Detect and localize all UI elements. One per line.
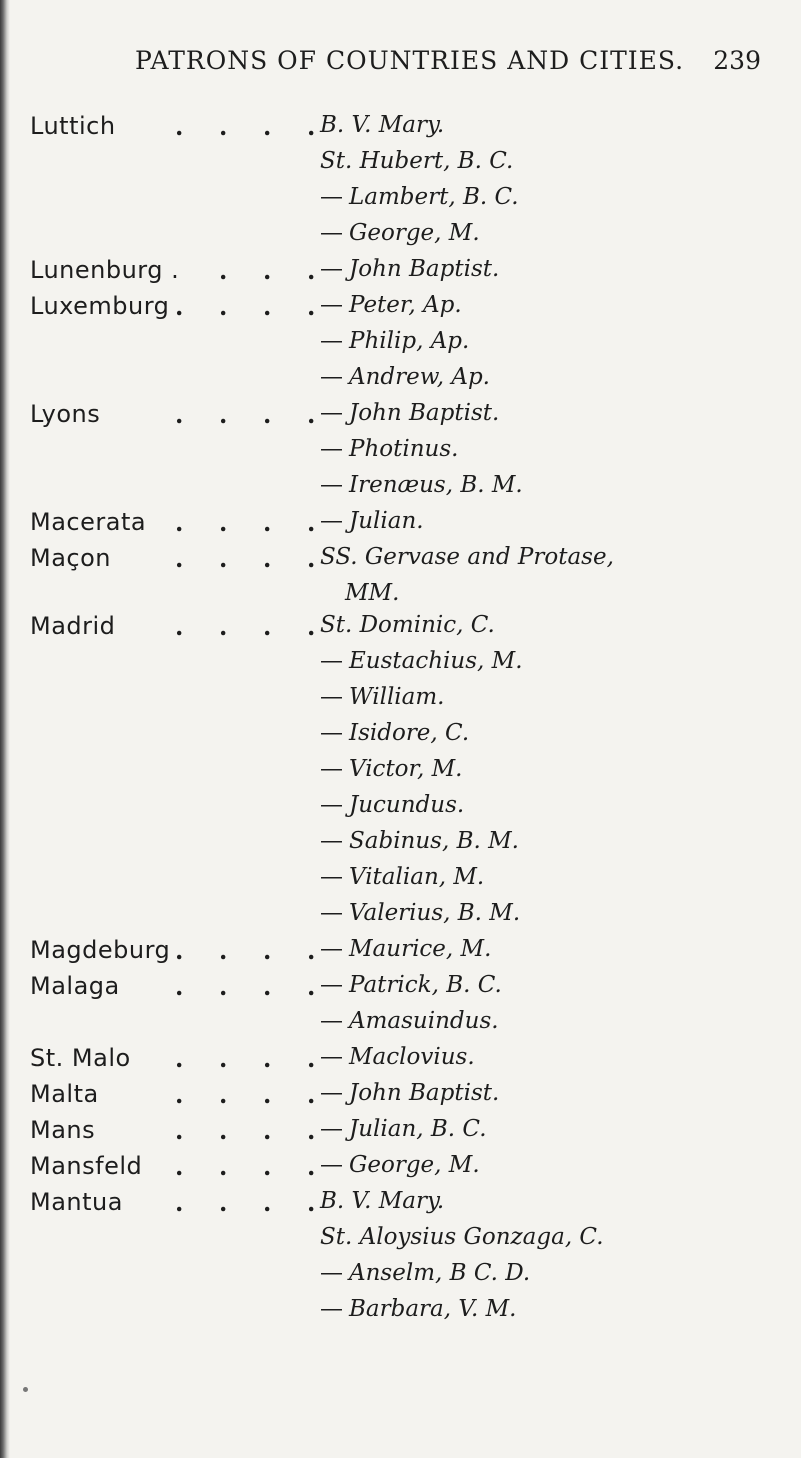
leader-dots: . . . .	[175, 936, 316, 965]
place-name: Magdeburg	[30, 936, 171, 964]
saint-text: SS. Gervase and Protase,	[320, 544, 614, 570]
ditto-dash: —	[320, 684, 343, 710]
ditto-dash: —	[320, 364, 343, 390]
patron-saint	[320, 720, 469, 746]
page-number: 239	[713, 46, 761, 75]
place-name: Malta	[30, 1080, 99, 1108]
list-row	[0, 436, 801, 472]
saint-text: Eustachius, M.	[349, 648, 523, 674]
patron-saint	[320, 1260, 530, 1286]
saint-text: John Baptist.	[349, 256, 500, 282]
ditto-dash: —	[320, 1116, 343, 1142]
leader-dots: . . . .	[175, 400, 316, 429]
list-row	[0, 1224, 801, 1260]
list-row	[0, 936, 801, 972]
saint-text: B. V. Mary.	[320, 112, 445, 138]
patron-saint	[320, 1080, 499, 1106]
list-row	[0, 792, 801, 828]
patron-saint	[320, 1188, 444, 1214]
list-row	[0, 544, 801, 580]
list-row	[0, 472, 801, 508]
saint-text: St. Dominic, C.	[320, 612, 495, 638]
ditto-dash: —	[320, 436, 343, 462]
place-name: Lunenburg .	[30, 256, 180, 284]
patron-saint	[320, 364, 490, 390]
leader-dots: . . . .	[175, 1116, 316, 1145]
ditto-dash: —	[320, 648, 343, 674]
ditto-dash: —	[320, 184, 343, 210]
list-row	[0, 580, 801, 612]
list-row	[0, 972, 801, 1008]
saint-text: MM.	[345, 580, 400, 606]
patron-saint	[320, 612, 495, 638]
place-name: Maçon	[30, 544, 112, 572]
list-row	[0, 648, 801, 684]
patron-saint	[320, 972, 502, 998]
leader-dots: . . . .	[175, 1044, 316, 1073]
ditto-dash: —	[320, 1260, 343, 1286]
saint-text: Valerius, B. M.	[349, 900, 521, 926]
list-row	[0, 1188, 801, 1224]
saint-text: Patrick, B. C.	[349, 972, 502, 998]
ditto-dash: —	[320, 1296, 343, 1322]
leader-dots: . . . .	[175, 544, 316, 573]
saint-text: Irenæus, B. M.	[349, 472, 523, 498]
patron-saint	[320, 1152, 480, 1178]
saint-text: Lambert, B. C.	[349, 184, 519, 210]
saint-text: Andrew, Ap.	[349, 364, 490, 390]
ditto-dash: —	[320, 756, 343, 782]
patron-saint	[320, 112, 444, 138]
patron-saint	[320, 648, 523, 674]
ditto-dash: —	[320, 828, 343, 854]
list-row	[0, 292, 801, 328]
saint-text: George, M.	[349, 1152, 480, 1178]
leader-dots: . . . .	[175, 112, 316, 141]
patron-saint	[320, 220, 480, 246]
saint-text: Victor, M.	[349, 756, 463, 782]
place-name: Mans	[30, 1116, 96, 1144]
list-row	[0, 256, 801, 292]
ditto-dash: —	[320, 1008, 343, 1034]
leader-dots: . . . .	[175, 1188, 316, 1217]
patron-saint	[320, 544, 614, 570]
patron-saint	[320, 828, 519, 854]
patron-saint	[320, 900, 520, 926]
list-row	[0, 1044, 801, 1080]
place-name: Macerata	[30, 508, 147, 536]
patron-saint	[320, 328, 469, 354]
patron-saint	[320, 864, 484, 890]
leader-dots: . . . .	[175, 508, 316, 537]
saint-text: Maclovius.	[349, 1044, 475, 1070]
ditto-dash: —	[320, 220, 343, 246]
ditto-dash: —	[320, 508, 343, 534]
list-row	[0, 828, 801, 864]
patron-saint	[320, 148, 513, 174]
list-row	[0, 756, 801, 792]
ditto-dash: —	[320, 1152, 343, 1178]
patron-saint	[320, 436, 458, 462]
list-row	[0, 328, 801, 364]
patron-saint	[320, 1044, 475, 1070]
list-row	[0, 1080, 801, 1116]
leader-dots: . . . .	[175, 292, 316, 321]
patron-saint	[320, 684, 445, 710]
ditto-dash: —	[320, 292, 343, 318]
list-row	[0, 612, 801, 648]
list-row	[0, 1152, 801, 1188]
list-row	[0, 1296, 801, 1332]
list-row	[0, 220, 801, 256]
saint-text: Sabinus, B. M.	[349, 828, 519, 854]
list-row	[0, 184, 801, 220]
list-row	[0, 864, 801, 900]
leader-dots: . . . .	[175, 1152, 316, 1181]
patron-saint	[320, 1296, 516, 1322]
list-row	[0, 1116, 801, 1152]
patron-saint	[320, 508, 424, 534]
list-row	[0, 508, 801, 544]
saint-text: Jucundus.	[349, 792, 465, 818]
saint-text: Barbara, V. M.	[349, 1296, 517, 1322]
list-row	[0, 400, 801, 436]
page-header	[0, 46, 801, 86]
saint-text: Isidore, C.	[349, 720, 470, 746]
place-name: Luxemburg	[30, 292, 170, 320]
running-head: PATRONS OF COUNTRIES AND CITIES.	[135, 46, 685, 75]
leader-dots: . . .	[219, 256, 316, 285]
place-name: Luttich	[30, 112, 116, 140]
saint-text: Anselm, B C. D.	[349, 1260, 531, 1286]
patron-saint	[320, 936, 491, 962]
ditto-dash: —	[320, 936, 343, 962]
ditto-dash: —	[320, 400, 343, 426]
patron-saint	[320, 792, 464, 818]
ditto-dash: —	[320, 472, 343, 498]
ditto-dash: —	[320, 256, 343, 282]
leader-dots: . . . .	[175, 972, 316, 1001]
patron-saint	[320, 472, 523, 498]
patron-saint	[320, 184, 519, 210]
saint-text: William.	[349, 684, 445, 710]
saint-text: Amasuindus.	[349, 1008, 499, 1034]
patron-saint	[345, 580, 399, 606]
place-name: Madrid	[30, 612, 116, 640]
ditto-dash: —	[320, 1080, 343, 1106]
saint-text: Julian, B. C.	[349, 1116, 487, 1142]
list-row	[0, 684, 801, 720]
ditto-dash: —	[320, 792, 343, 818]
place-name: Mansfeld	[30, 1152, 143, 1180]
list-row	[0, 720, 801, 756]
patron-saint	[320, 1224, 604, 1250]
list-row	[0, 900, 801, 936]
ditto-dash: —	[320, 972, 343, 998]
place-name: Mantua	[30, 1188, 123, 1216]
saint-text: Peter, Ap.	[349, 292, 462, 318]
saint-text: St. Hubert, B. C.	[320, 148, 514, 174]
patron-saint	[320, 256, 499, 282]
leader-dots: . . . .	[175, 1080, 316, 1109]
list-row	[0, 1260, 801, 1296]
patron-saint	[320, 400, 499, 426]
place-name: Malaga	[30, 972, 120, 1000]
saint-text: Photinus.	[349, 436, 459, 462]
ditto-dash: —	[320, 1044, 343, 1070]
saint-text: Julian.	[349, 508, 424, 534]
place-name: Lyons	[30, 400, 101, 428]
ink-speck	[23, 1387, 28, 1392]
patron-list	[0, 112, 801, 1332]
ditto-dash: —	[320, 864, 343, 890]
saint-text: George, M.	[349, 220, 480, 246]
list-row	[0, 364, 801, 400]
leader-dots: . . . .	[175, 612, 316, 641]
patron-saint	[320, 756, 462, 782]
ditto-dash: —	[320, 900, 343, 926]
patron-saint	[320, 1116, 487, 1142]
list-row	[0, 148, 801, 184]
saint-text: John Baptist.	[349, 1080, 500, 1106]
saint-text: Maurice, M.	[349, 936, 492, 962]
saint-text: B. V. Mary.	[320, 1188, 445, 1214]
saint-text: Philip, Ap.	[349, 328, 470, 354]
place-name: St. Malo	[30, 1044, 131, 1072]
saint-text: Vitalian, M.	[349, 864, 485, 890]
ditto-dash: —	[320, 720, 343, 746]
ditto-dash: —	[320, 328, 343, 354]
saint-text: St. Aloysius Gonzaga, C.	[320, 1224, 604, 1250]
patron-saint	[320, 292, 462, 318]
saint-text: John Baptist.	[349, 400, 500, 426]
list-row	[0, 1008, 801, 1044]
list-row	[0, 112, 801, 148]
patron-saint	[320, 1008, 499, 1034]
